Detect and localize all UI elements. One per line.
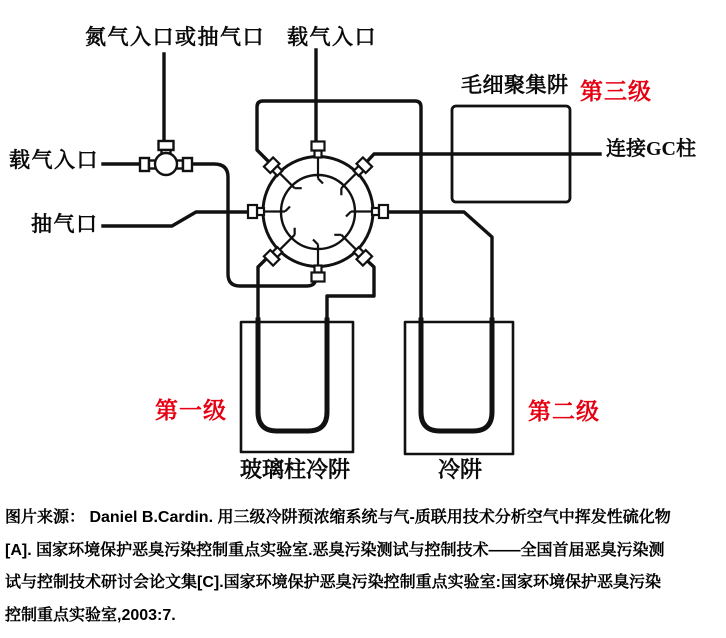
caption-line-3: 试与控制技术研讨会论文集[C].国家环境保护恶臭污染控制重点实验室:国家环境保护恶臭污染 <box>5 574 661 591</box>
tee-top-nut <box>159 141 174 150</box>
trap1-u-tube <box>258 320 327 431</box>
rotary-valve <box>248 142 388 282</box>
caption-line-2: [A]. 国家环境保护恶臭污染控制重点实验室.恶臭污染测试与控制技术——全国首届恶臭污染测 <box>5 541 665 559</box>
stage1-label: 第一级 <box>155 397 227 423</box>
caption-line-1: 图片来源： Daniel B.Cardin. 用三级冷阱预浓缩系统与气-质联用技术分析空气中挥发性硫化物 <box>5 509 671 526</box>
caption <box>5 502 723 632</box>
carrier-inlet-left-label: 载气入口 <box>9 148 99 172</box>
tee-right-nut <box>183 158 192 171</box>
glass-trap-label: 玻璃柱冷阱 <box>240 457 351 482</box>
three-way-valve <box>140 141 192 175</box>
pump-port-label: 抽气口 <box>31 212 99 236</box>
caption-line-4: 控制重点实验室,2003:7. <box>5 606 176 624</box>
capillary-trap-label: 毛细聚集阱 <box>461 73 569 97</box>
stage3-label: 第三级 <box>580 78 652 104</box>
tee-ball <box>155 153 177 175</box>
carrier-inlet-top-label: 载气入口 <box>287 25 377 49</box>
stage2-label: 第二级 <box>528 398 600 424</box>
nitrogen-inlet-label: 氮气入口或抽气口 <box>85 25 265 49</box>
tube-sw-to-trap1 <box>258 254 271 324</box>
tube-east-to-trap2 <box>384 212 492 324</box>
cold-trap-label: 冷阱 <box>438 457 483 482</box>
gc-column-label: 连接GC柱 <box>606 138 696 160</box>
trap2-u-tube <box>421 320 492 431</box>
tube-ne-to-gc <box>362 154 600 167</box>
tee-left-nut <box>140 158 149 171</box>
